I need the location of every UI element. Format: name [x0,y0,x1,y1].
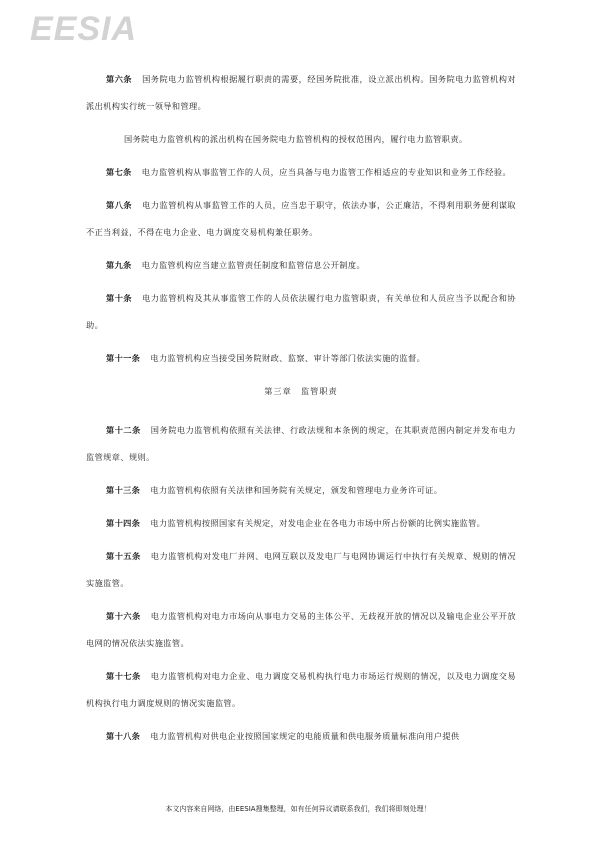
article-text: 国务院电力监管机构根据履行职责的需要，经国务院批准，设立派出机构。国务院电力监管机构对派出机构实行统一领导和管理。 [86,74,517,111]
article-13 [86,477,516,504]
article-number: 第十八条 [106,731,141,741]
article-text: 电力监管机构及其从事监管工作的人员依法履行电力监管职责，有关单位和人员应当予以配合和协助。 [86,293,517,330]
article-text: 电力监管机构对发电厂并网、电网互联以及发电厂与电网协调运行中执行有关规章、规则的情况实施监管。 [86,551,516,588]
article-17 [86,663,516,717]
article-9 [86,252,516,279]
article-number: 第十四条 [106,518,141,528]
article-text: 电力监管机构对电力企业、电力调度交易机构执行电力市场运行规则的情况，以及电力调度交易机构执行电力调度规则的情况实施监管。 [86,671,516,708]
article-text: 电力监管机构从事监管工作的人员，应当忠于职守，依法办事，公正廉洁，不得利用职务便利谋取不正当利益，不得在电力企业、电力调度交易机构兼任职务。 [86,200,517,237]
article-number: 第八条 [106,200,133,210]
page-footer: 本文内容来自网络，由EESIA搜集整理，如有任何异议请联系我们，我们将即刻处理！ [165,805,431,813]
article-14 [86,510,516,537]
article-text: 电力监管机构按照国家有关规定，对发电企业在各电力市场中所占份额的比例实施监管。 [150,518,486,528]
article-8 [86,192,516,246]
article-15 [86,543,516,597]
article-text: 电力监管机构依照有关法律和国务院有关规定，颁发和管理电力业务许可证。 [150,485,443,495]
article-number: 第十二条 [106,425,141,435]
article-6-para2 [86,126,516,153]
eesia-logo: EESIA [30,10,138,48]
article-11 [86,345,516,372]
article-10 [86,285,516,339]
article-6 [86,66,516,120]
article-number: 第九条 [106,260,132,270]
chapter-title: 第三章 监管职责 [264,386,338,396]
article-7 [86,159,516,186]
article-number: 第十五条 [106,551,141,561]
article-text: 电力监管机构应当接受国务院财政、监察、审计等部门依法实施的监督。 [150,353,426,363]
article-text: 电力监管机构从事监管工作的人员，应当具备与电力监管工作相适应的专业知识和业务工作经验。 [141,167,512,177]
article-text: 电力监管机构应当建立监管责任制度和监管信息公开制度。 [141,260,366,270]
article-text: 国务院电力监管机构的派出机构在国务院电力监管机构的授权范围内，履行电力监管职责。 [124,134,468,144]
article-18 [86,723,516,750]
article-number: 第七条 [106,167,132,177]
article-number: 第六条 [106,74,133,84]
article-16 [86,603,516,657]
article-number: 第十条 [106,293,133,303]
article-12 [86,417,516,471]
document-body [86,66,516,756]
article-text: 国务院电力监管机构依照有关法律、行政法规和本条例的规定，在其职责范围内制定并发布电力监管规章、规则。 [86,425,516,462]
article-number: 第十一条 [106,353,141,363]
article-number: 第十七条 [106,671,141,681]
article-text: 电力监管机构对供电企业按照国家规定的电能质量和供电服务质量标准向用户提供 [150,731,460,741]
article-number: 第十六条 [106,611,141,621]
article-text: 电力监管机构对电力市场向从事电力交易的主体公平、无歧视开放的情况以及输电企业公平开放电网的情况依法实施监管。 [86,611,516,648]
article-number: 第十三条 [106,485,141,495]
